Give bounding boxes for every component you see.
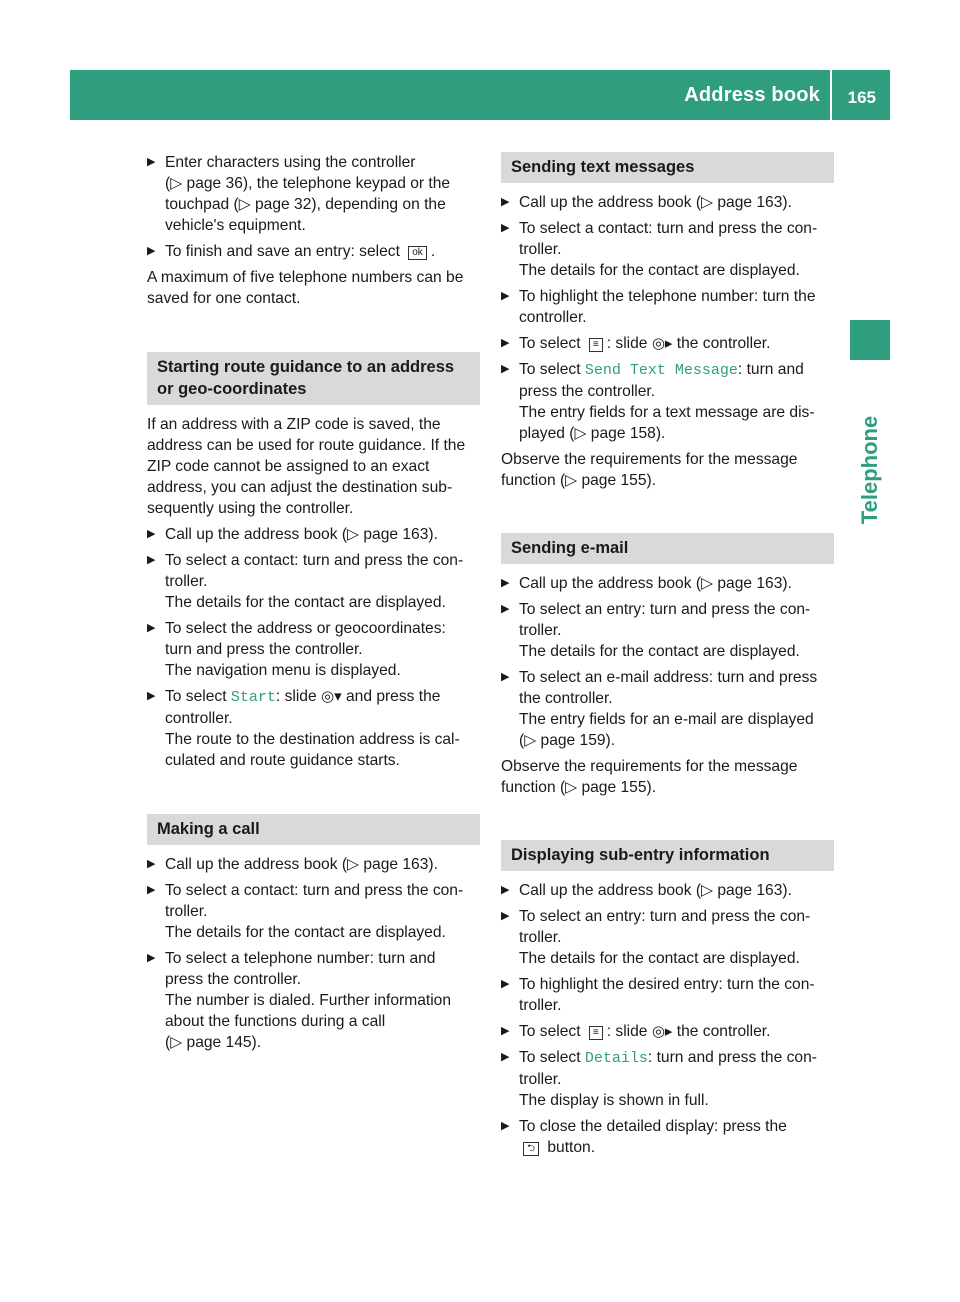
list-item (147, 618, 480, 681)
list-item-text: troller. (519, 622, 562, 639)
list-item (501, 1047, 834, 1111)
list-item (147, 152, 480, 236)
paragraph-line: saved for one contact. (147, 290, 301, 307)
text-span: : turn and press the con- (647, 1049, 817, 1066)
list-item-text: The number is dialed. Further information (165, 992, 452, 1009)
list-item-text (519, 1021, 834, 1042)
text-span: : turn and (737, 361, 804, 378)
text-span: . (430, 243, 436, 260)
bullet-arrow-icon: ▶ (147, 858, 156, 870)
section-heading-line: Making a call (157, 820, 260, 838)
section-heading (501, 840, 834, 871)
bullet-arrow-icon: ▶ (147, 554, 156, 566)
list-item-text: controller. (165, 710, 233, 727)
bullet-arrow-icon: ▶ (147, 884, 156, 896)
list-item-text: Call up the address book (▷ page 163). (519, 575, 792, 592)
list-item-text: To select a telephone number: turn and (165, 950, 436, 967)
text-span: the controller. (676, 1023, 771, 1040)
side-tab (842, 390, 898, 550)
list-item (501, 333, 834, 354)
menu-item-send-text-message: Send Text Message (584, 362, 738, 379)
menu-item-start: Start (230, 689, 276, 706)
paragraph-line: sequently using the controller. (147, 500, 354, 517)
spacer (147, 314, 480, 352)
list-item (147, 948, 480, 1053)
text-span: To select (519, 361, 581, 378)
text-span: the controller. (676, 335, 771, 352)
list-item (501, 880, 834, 901)
list-item-text: The details for the contact are displayed. (519, 950, 800, 967)
spacer (501, 496, 834, 533)
section-heading (147, 352, 480, 405)
section-heading-line: or geo-coordinates (157, 380, 307, 398)
spacer (147, 776, 480, 814)
list-item-text: To select an entry: turn and press the con- (519, 908, 811, 925)
list-item-text: controller. (519, 309, 587, 326)
section-heading-line: Sending text messages (511, 158, 695, 176)
paragraph-line: ZIP code cannot be assigned to an exact (147, 458, 430, 475)
text-span: To select (165, 688, 227, 705)
bullet-arrow-icon: ▶ (501, 363, 510, 375)
bullet-arrow-icon: ▶ (501, 196, 510, 208)
list-item-text: Call up the address book (▷ page 163). (165, 526, 438, 543)
list-item (147, 686, 480, 771)
list-item (147, 854, 480, 875)
list-item-text: troller. (519, 997, 562, 1014)
back-key-icon: ⮌ (523, 1142, 539, 1156)
paragraph-line: function (▷ page 155). (501, 779, 657, 796)
controller-slide-right-icon: ◎▸ (651, 1023, 673, 1040)
paragraph-line: address, you can adjust the destination sub- (147, 479, 453, 496)
list-item-text: (▷ page 36), the telephone keypad or the (165, 175, 451, 192)
list-item-text: Call up the address book (▷ page 163). (519, 194, 792, 211)
spacer (501, 803, 834, 840)
list-item-text: touchpad (▷ page 32), depending on the (165, 196, 446, 213)
list-item-text: troller. (165, 903, 208, 920)
list-item-text: press the controller. (165, 971, 302, 988)
text-span: To select (519, 1049, 581, 1066)
page-header (70, 70, 890, 120)
list-item-text: troller. (519, 929, 562, 946)
text-span: button. (547, 1139, 596, 1156)
controller-slide-down-icon: ◎▾ (321, 688, 342, 705)
section-heading (147, 814, 480, 845)
text-span: : slide (275, 688, 317, 705)
list-item-text: To close the detailed display: press the (519, 1118, 787, 1135)
bullet-arrow-icon: ▶ (147, 156, 156, 168)
controller-slide-right-icon: ◎▸ (651, 335, 673, 352)
menu-key-icon: ≡ (589, 1026, 603, 1040)
list-item-text: The details for the contact are displayed. (519, 643, 800, 660)
list-item-text: To select a contact: turn and press the con- (165, 882, 464, 899)
section-heading-line: Sending e-mail (511, 539, 629, 557)
text-span: To finish and save an entry: select (165, 243, 400, 260)
header-title: Address book (684, 84, 820, 106)
bullet-arrow-icon: ▶ (501, 577, 510, 589)
page-number: 165 (847, 88, 876, 107)
paragraph-line: function (▷ page 155). (501, 472, 657, 489)
list-item-text: troller. (519, 241, 562, 258)
paragraph-line: A maximum of five telephone numbers can be (147, 269, 464, 286)
paragraph-line: Observe the requirements for the message (501, 451, 798, 468)
list-item-text: The details for the contact are displayed. (165, 594, 446, 611)
list-item (501, 286, 834, 328)
list-item-text: The navigation menu is displayed. (165, 662, 401, 679)
list-item-text: To highlight the desired entry: turn the con- (519, 976, 815, 993)
list-item-text: (▷ page 159). (519, 732, 616, 749)
section-heading (501, 533, 834, 564)
list-item-text: Call up the address book (▷ page 163). (165, 856, 438, 873)
header-divider (830, 70, 832, 120)
list-item-text: The details for the contact are displayed. (519, 262, 800, 279)
paragraph (147, 414, 480, 519)
list-item (501, 573, 834, 594)
bullet-arrow-icon: ▶ (501, 290, 510, 302)
paragraph (501, 756, 834, 798)
list-item (501, 192, 834, 213)
list-item (147, 524, 480, 545)
text-span: To select (519, 335, 581, 352)
section-heading-line: Starting route guidance to an address (157, 358, 455, 376)
text-span: and press the (345, 688, 441, 705)
list-item (147, 241, 480, 262)
list-item (501, 218, 834, 281)
list-item-text: The entry fields for an e-mail are displayed (519, 711, 814, 728)
bullet-arrow-icon: ▶ (501, 1120, 510, 1132)
bullet-arrow-icon: ▶ (501, 1051, 510, 1063)
bullet-arrow-icon: ▶ (147, 952, 156, 964)
paragraph-line: address can be used for route guidance. If the (147, 437, 466, 454)
left-column (147, 152, 480, 1058)
list-item-text: The display is shown in full. (519, 1092, 709, 1109)
list-item (147, 550, 480, 613)
list-item-text: the controller. (519, 690, 613, 707)
list-item-text: turn and press the controller. (165, 641, 363, 658)
section-heading-line: Displaying sub-entry information (511, 846, 770, 864)
list-item-text: To select a contact: turn and press the con- (519, 220, 818, 237)
list-item-text: To select a contact: turn and press the con- (165, 552, 464, 569)
list-item (147, 880, 480, 943)
menu-item-details: Details (584, 1050, 648, 1067)
bullet-arrow-icon: ▶ (501, 671, 510, 683)
bullet-arrow-icon: ▶ (501, 1025, 510, 1037)
text-span: : slide (606, 335, 648, 352)
bullet-arrow-icon: ▶ (501, 337, 510, 349)
bullet-arrow-icon: ▶ (501, 910, 510, 922)
list-item-text (519, 1047, 834, 1069)
list-item-text (165, 241, 480, 262)
list-item-text: played (▷ page 158). (519, 425, 666, 442)
list-item-text (519, 333, 834, 354)
paragraph-line: Observe the requirements for the message (501, 758, 798, 775)
right-column (501, 152, 834, 1163)
bullet-arrow-icon: ▶ (147, 245, 156, 257)
list-item-text: Enter characters using the controller (165, 154, 416, 171)
list-item (501, 599, 834, 662)
list-item (501, 1021, 834, 1042)
list-item-text: press the controller. (519, 383, 656, 400)
bullet-arrow-icon: ▶ (147, 528, 156, 540)
list-item-text: Call up the address book (▷ page 163). (519, 882, 792, 899)
list-item-text (519, 359, 834, 381)
list-item (501, 1116, 834, 1158)
text-span: : slide (606, 1023, 648, 1040)
list-item-text: The details for the contact are displayed. (165, 924, 446, 941)
bullet-arrow-icon: ▶ (501, 884, 510, 896)
list-item-text: The entry fields for a text message are dis- (519, 404, 815, 421)
bullet-arrow-icon: ▶ (501, 222, 510, 234)
list-item-text: (▷ page 145). (165, 1034, 262, 1051)
list-item (501, 359, 834, 444)
section-heading (501, 152, 834, 183)
list-item-text: To select the address or geocoordinates: (165, 620, 446, 637)
paragraph-line: If an address with a ZIP code is saved, the (147, 416, 441, 433)
list-item-text: To highlight the telephone number: turn the (519, 288, 816, 305)
list-item-text: To select an e-mail address: turn and press (519, 669, 818, 686)
bullet-arrow-icon: ▶ (501, 603, 510, 615)
list-item-text: about the functions during a call (165, 1013, 386, 1030)
paragraph (501, 449, 834, 491)
ok-key-icon: ok (408, 246, 427, 260)
bullet-arrow-icon: ▶ (147, 690, 156, 702)
bullet-arrow-icon: ▶ (147, 622, 156, 634)
side-tab-marker (850, 320, 890, 360)
paragraph (147, 267, 480, 309)
text-span: To select (519, 1023, 581, 1040)
list-item-text: troller. (519, 1071, 562, 1088)
list-item-text: The route to the destination address is cal- (165, 731, 460, 748)
list-item (501, 906, 834, 969)
list-item-text: troller. (165, 573, 208, 590)
list-item-text (165, 686, 480, 708)
bullet-arrow-icon: ▶ (501, 978, 510, 990)
list-item-text (519, 1137, 834, 1158)
list-item-text: culated and route guidance starts. (165, 752, 400, 769)
list-item (501, 667, 834, 751)
side-tab-label: Telephone (857, 415, 882, 525)
menu-key-icon: ≡ (589, 338, 603, 352)
list-item (501, 974, 834, 1016)
list-item-text: To select an entry: turn and press the con- (519, 601, 811, 618)
list-item-text: vehicle's equipment. (165, 217, 306, 234)
